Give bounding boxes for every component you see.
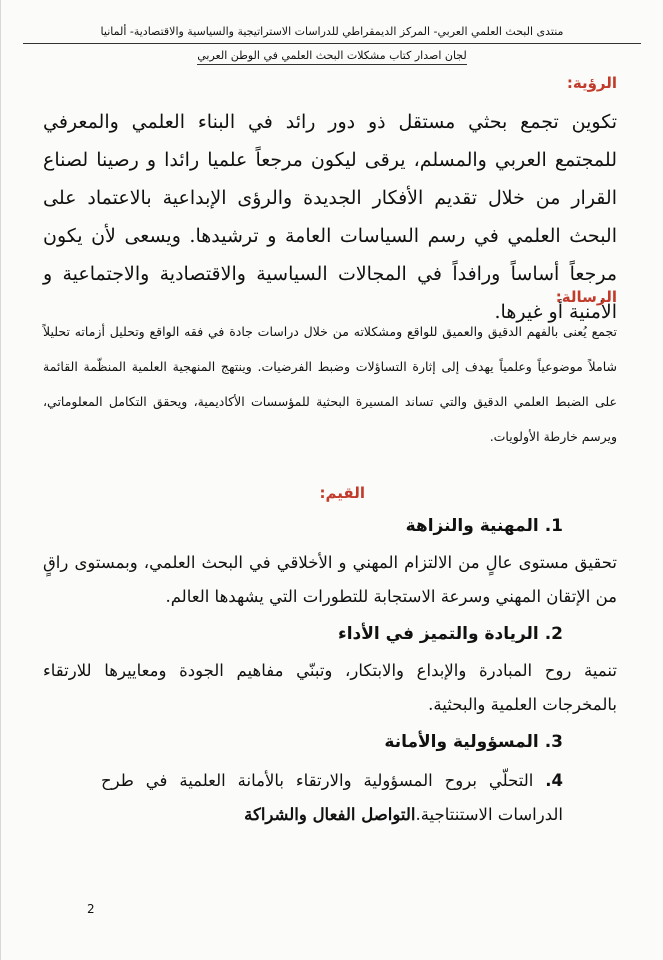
value-2-number: 2. xyxy=(544,624,563,644)
value-1-label: المهنية والنزاهة xyxy=(405,516,539,536)
value-1-title xyxy=(406,516,563,536)
value-4-title: التحلّي بروح المسؤولية والارتقاء بالأمانة العلمية في طرح الدراسات xyxy=(101,771,563,824)
values-heading: القيم: xyxy=(319,484,365,502)
value-3-title xyxy=(384,732,563,752)
mission-text: تجمع يُعنى بالفهم الدقيق والعميق للواقع ومشكلاته من خلال دراسات جادة في فقه الواقع وتحليل أزماته تحليلاً شاملاً موضوعياً وعلمياً يهدف إلى إثارة التساؤلات وضبط الفرضيات. وينتهج المنهجية العلمية المنظّمة القائمة على الضبط العلمي الدقيق والتي تساند المسيرة البحثية للمؤسسات الأكاديمية، ويحقق التكامل المعلوماتي، ويرسم خارطة الأولويات. xyxy=(43,324,617,444)
vision-text: تكوين تجمع بحثي مستقل ذو دور رائد في البناء العلمي والمعرفي للمجتمع العربي والمسلم، يرقى ليكون مرجعاً علميا رائدا و رصينا لصناع القرار من خلال تقديم الأفكار الجديدة والرؤى الإبداعية بالاعتماد على البحث العلمي في رسم السياسات العامة و ترشيدها. ويسعى لأن يكون مرجعاً أساساً ورافداً في المجالات السياسية والاقتصادية والاجتماعية و الأمنية أو غيرها. xyxy=(43,111,617,323)
vision-heading: الرؤية: xyxy=(566,74,617,92)
header-line-2: لجان اصدار كتاب مشكلات البحث العلمي في الوطن العربي xyxy=(197,48,467,65)
value-4-number: 4. xyxy=(545,771,563,790)
value-2-title xyxy=(338,624,563,644)
value-4-text-bold: التواصل الفعال والشراكة xyxy=(244,805,416,824)
value-2-text: تنمية روح المبادرة والإبداع والابتكار، وتبنّي مفاهيم الجودة ومعاييرها للارتقاء بالمخرجات العلمية والبحثية. xyxy=(43,661,617,714)
value-2-label: الريادة والتميز في الأداء xyxy=(338,624,539,644)
mission-heading: الرسالة: xyxy=(555,288,617,306)
value-3-label: المسؤولية والأمانة xyxy=(384,732,539,752)
value-1-number: 1. xyxy=(544,516,563,536)
value-1-text: تحقيق مستوى عالٍ من الالتزام المهني و الأخلاقي في البحث العلمي، وبمستوى راقٍ من الإتقان المهني وسرعة الاستجابة للتطورات التي يشهدها العالم. xyxy=(43,553,617,606)
page-number: 2 xyxy=(87,902,95,916)
value-4-block xyxy=(101,764,563,832)
header-line-1: منتدى البحث العلمي العربي- المركز الديمقراطي للدراسات الاستراتيجية والسياسية والاقتصادية- ألمانيا xyxy=(23,24,641,44)
page-header xyxy=(23,24,641,65)
value-4-text-plain: الاستنتاجية. xyxy=(415,805,493,824)
value-3-number: 3. xyxy=(544,732,563,752)
